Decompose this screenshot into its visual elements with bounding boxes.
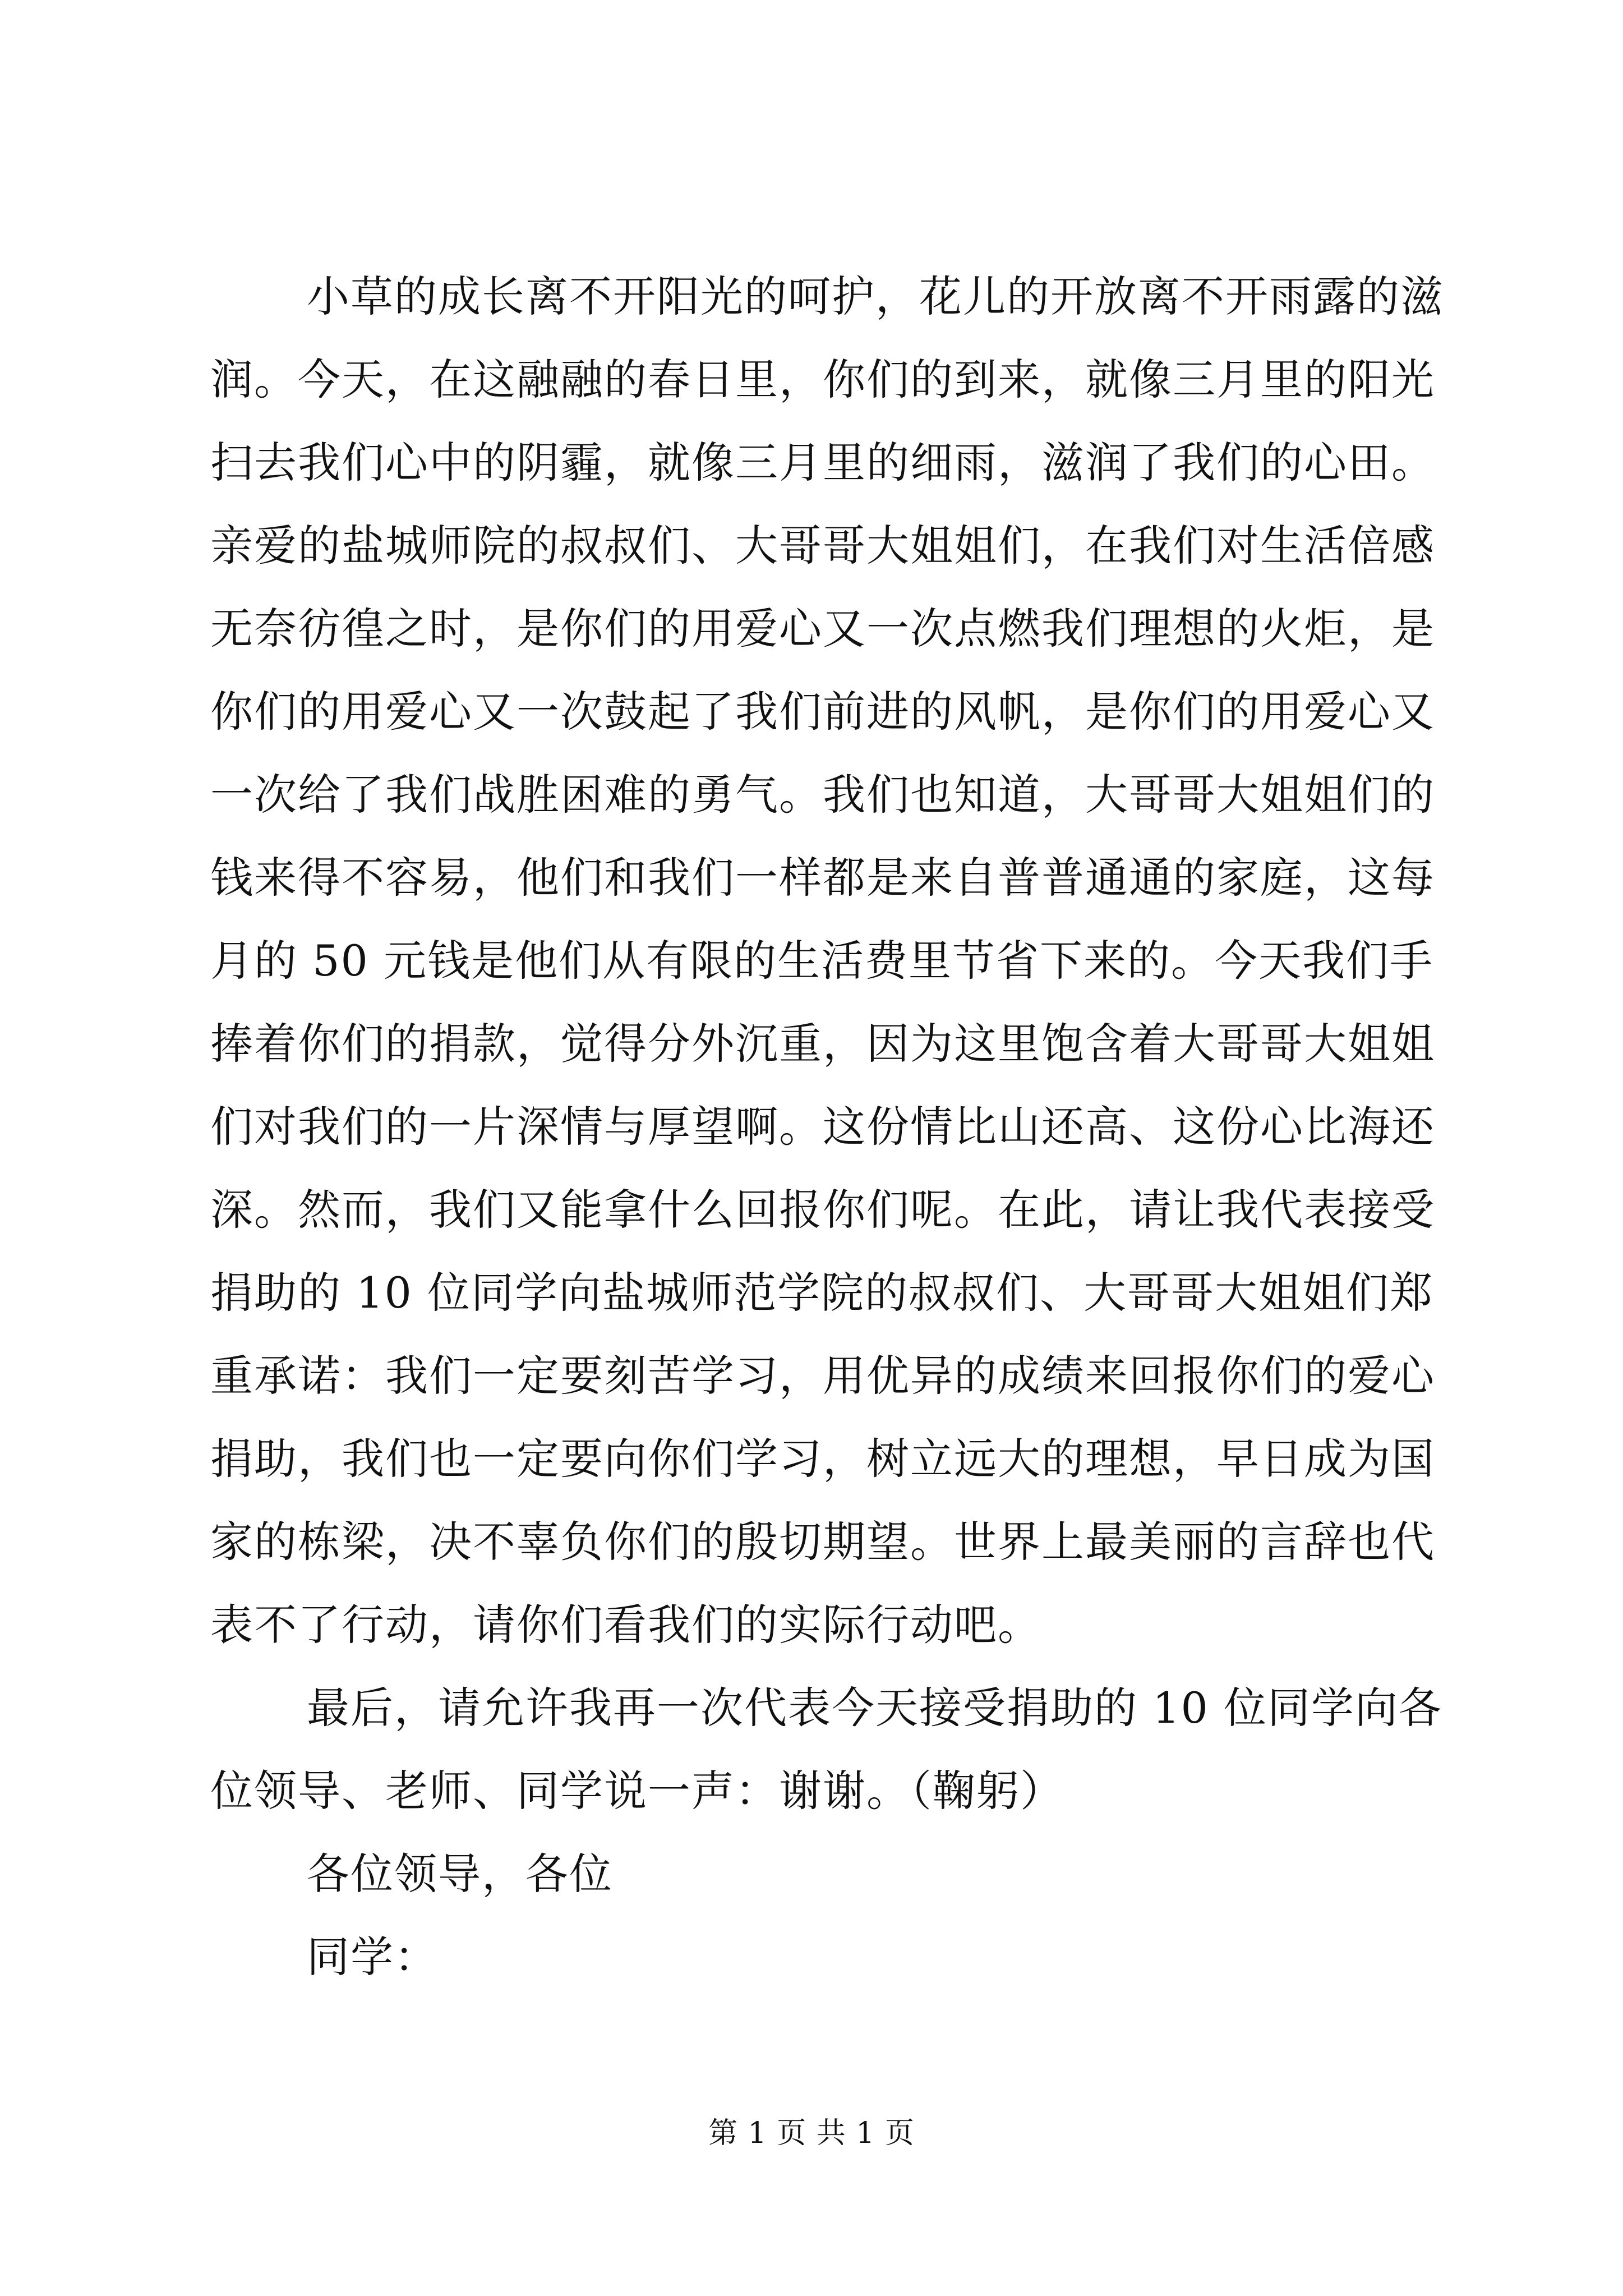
text-line: 一次给了我们战胜困难的勇气。我们也知道，大哥哥大姐姐们的 <box>210 770 1435 820</box>
text-line: 你们的用爱心又一次鼓起了我们前进的风帆，是你们的用爱心又 <box>210 687 1435 737</box>
text-line: 润。今天，在这融融的春日里，你们的到来，就像三月里的阳光 <box>210 355 1435 404</box>
text-line: 无奈彷徨之时，是你们的用爱心又一次点燃我们理想的火炬，是 <box>210 604 1435 654</box>
page-footer: 第 1 页 共 1 页 <box>708 2116 915 2150</box>
text-line: 捐助的 10 位同学向盐城师范学院的叔叔们、大哥哥大姐姐们郑 <box>210 1268 1434 1318</box>
text-line: 月的 50 元钱是他们从有限的生活费里节省下来的。今天我们手 <box>210 936 1434 986</box>
text-line: 捧着你们的捐款，觉得分外沉重，因为这里饱含着大哥哥大姐姐 <box>210 1019 1435 1069</box>
text-line: 钱来得不容易，他们和我们一样都是来自普普通通的家庭，这每 <box>210 853 1435 903</box>
text-line: 亲爱的盐城师院的叔叔们、大哥哥大姐姐们，在我们对生活倍感 <box>210 521 1435 570</box>
text-line: 最后，请允许我再一次代表今天接受捐助的 10 位同学向各 <box>307 1683 1443 1733</box>
text-line: 重承诺：我们一定要刻苦学习，用优异的成绩来回报你们的爱心 <box>210 1351 1435 1401</box>
text-line: 小草的成长离不开阳光的呵护，花儿的开放离不开雨露的滋 <box>307 272 1444 321</box>
text-line: 捐助，我们也一定要向你们学习，树立远大的理想，早日成为国 <box>210 1434 1435 1484</box>
text-line: 位领导、老师、同学说一声：谢谢。（鞠躬） <box>210 1766 1064 1816</box>
document-body <box>210 255 1444 1999</box>
text-line: 表不了行动，请你们看我们的实际行动吧。 <box>210 1600 1041 1650</box>
text-line: 家的栋梁，决不辜负你们的殷切期望。世界上最美丽的言辞也代 <box>210 1517 1435 1567</box>
text-line: 深。然而，我们又能拿什么回报你们呢。在此，请让我代表接受 <box>210 1185 1435 1235</box>
text-line: 各位领导，各位 <box>307 1849 613 1899</box>
text-line: 同学： <box>307 1932 438 1982</box>
text-line: 扫去我们心中的阴霾，就像三月里的细雨，滋润了我们的心田。 <box>210 438 1435 487</box>
text-line: 们对我们的一片深情与厚望啊。这份情比山还高、这份心比海还 <box>210 1102 1435 1152</box>
